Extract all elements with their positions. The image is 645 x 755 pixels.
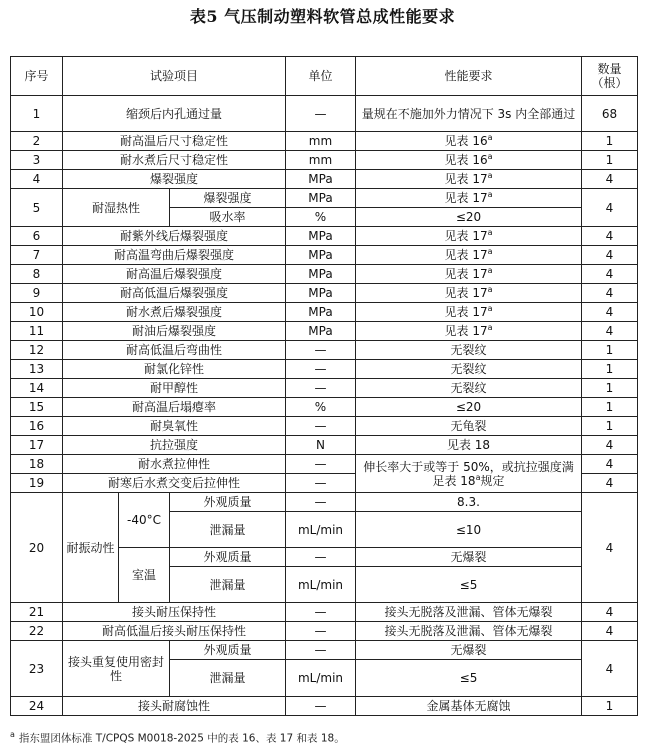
row-unit: MPa xyxy=(286,170,356,189)
row-subitem: 泄漏量 xyxy=(170,512,286,548)
row-requirement: 接头无脱落及泄漏、管体无爆裂 xyxy=(356,603,582,622)
row-quantity: 4 xyxy=(582,603,638,622)
table-row xyxy=(11,417,638,436)
row-requirement: 见表 17$^a$ xyxy=(356,170,582,189)
row-quantity: 4 xyxy=(582,474,638,493)
row-unit: — xyxy=(286,474,356,493)
row-unit: — xyxy=(286,96,356,132)
row-seq: 7 xyxy=(11,246,63,265)
row-requirement: 见表 17$^a$ xyxy=(356,265,582,284)
row-seq: 22 xyxy=(11,622,63,641)
row-item: 抗拉强度 xyxy=(63,436,286,455)
row-unit: — xyxy=(286,379,356,398)
row-item: 耐水煮后爆裂强度 xyxy=(63,303,286,322)
table-title: 表5 气压制动塑料软管总成性能要求 xyxy=(189,7,456,26)
row-requirement: 见表 16$^a$ xyxy=(356,132,582,151)
row-unit: — xyxy=(286,641,356,660)
row-requirement: ≤20 xyxy=(356,398,582,417)
table-row xyxy=(11,697,638,716)
row-item: 耐高低温后弯曲性 xyxy=(63,341,286,360)
table-footnote xyxy=(10,730,637,746)
row-unit: — xyxy=(286,622,356,641)
row-requirement: 量规在不施加外力情况下 3s 内全部通过 xyxy=(356,96,582,132)
row-unit: — xyxy=(286,603,356,622)
row-seq: 21 xyxy=(11,603,63,622)
row-requirement: 见表 18 xyxy=(356,436,582,455)
row-item-group: 耐振动性 xyxy=(63,493,119,603)
row-item-group: 耐湿热性 xyxy=(63,189,170,227)
row-requirement: 见表 16$^a$ xyxy=(356,151,582,170)
row-seq: 24 xyxy=(11,697,63,716)
row-unit: MPa xyxy=(286,246,356,265)
row-requirement: ≤20 xyxy=(356,208,582,227)
row-unit: MPa xyxy=(286,227,356,246)
row-subitem: 外观质量 xyxy=(170,641,286,660)
row-requirement: ≤5 xyxy=(356,567,582,603)
table-row xyxy=(11,455,638,474)
row-quantity: 1 xyxy=(582,341,638,360)
row-unit: — xyxy=(286,341,356,360)
row-quantity: 1 xyxy=(582,417,638,436)
row-quantity: 4 xyxy=(582,493,638,603)
row-requirement: 8.3. xyxy=(356,493,582,512)
row-requirement: 无裂纹 xyxy=(356,379,582,398)
row-seq: 1 xyxy=(11,96,63,132)
row-requirement: 见表 17$^a$ xyxy=(356,303,582,322)
row-requirement: 金属基体无腐蚀 xyxy=(356,697,582,716)
row-quantity: 4 xyxy=(582,189,638,227)
row-item: 耐寒后水煮交变后拉伸性 xyxy=(63,474,286,493)
row-unit: — xyxy=(286,493,356,512)
row-seq: 17 xyxy=(11,436,63,455)
row-requirement: 见表 17$^a$ xyxy=(356,246,582,265)
row-quantity: 4 xyxy=(582,455,638,474)
table-row xyxy=(11,379,638,398)
row-seq: 12 xyxy=(11,341,63,360)
header-quantity: 数量（根） xyxy=(582,57,638,96)
row-unit: mL/min xyxy=(286,567,356,603)
table-row xyxy=(11,303,638,322)
table-row xyxy=(11,360,638,379)
table-row xyxy=(11,151,638,170)
row-unit: MPa xyxy=(286,303,356,322)
row-quantity: 4 xyxy=(582,246,638,265)
row-item: 耐高低温后接头耐压保持性 xyxy=(63,622,286,641)
row-subitem: 泄漏量 xyxy=(170,567,286,603)
row-seq: 18 xyxy=(11,455,63,474)
row-quantity: 1 xyxy=(582,697,638,716)
row-requirement: 见表 17$^a$ xyxy=(356,322,582,341)
row-subitem: 爆裂强度 xyxy=(170,189,286,208)
row-item: 耐高温弯曲后爆裂强度 xyxy=(63,246,286,265)
row-quantity: 4 xyxy=(582,265,638,284)
performance-table xyxy=(10,56,638,716)
row-requirement: 见表 17$^a$ xyxy=(356,189,582,208)
row-seq: 19 xyxy=(11,474,63,493)
header-requirement: 性能要求 xyxy=(356,57,582,96)
row-quantity: 4 xyxy=(582,227,638,246)
row-seq: 23 xyxy=(11,641,63,697)
table-row xyxy=(11,622,638,641)
row-unit: — xyxy=(286,455,356,474)
row-seq: 13 xyxy=(11,360,63,379)
row-item: 耐水煮后尺寸稳定性 xyxy=(63,151,286,170)
row-quantity: 4 xyxy=(582,436,638,455)
row-item: 接头耐腐蚀性 xyxy=(63,697,286,716)
row-item: 耐臭氧性 xyxy=(63,417,286,436)
row-unit: — xyxy=(286,417,356,436)
row-subitem: 外观质量 xyxy=(170,548,286,567)
table-row xyxy=(11,322,638,341)
table-row xyxy=(11,227,638,246)
row-requirement: 无爆裂 xyxy=(356,641,582,660)
row-quantity: 4 xyxy=(582,322,638,341)
row-quantity: 4 xyxy=(582,303,638,322)
table-row xyxy=(11,603,638,622)
row-item: 耐油后爆裂强度 xyxy=(63,322,286,341)
row-seq: 15 xyxy=(11,398,63,417)
row-quantity: 1 xyxy=(582,360,638,379)
row-unit: MPa xyxy=(286,265,356,284)
row-quantity: 1 xyxy=(582,379,638,398)
row-seq: 16 xyxy=(11,417,63,436)
row-item: 缩颈后内孔通过量 xyxy=(63,96,286,132)
row-quantity: 1 xyxy=(582,132,638,151)
table-row xyxy=(11,265,638,284)
row-item: 耐水煮拉伸性 xyxy=(63,455,286,474)
row-requirement: 见表 17$^a$ xyxy=(356,284,582,303)
row-item: 耐氯化锌性 xyxy=(63,360,286,379)
row-item: 耐高温后尺寸稳定性 xyxy=(63,132,286,151)
row-quantity: 4 xyxy=(582,170,638,189)
row-seq: 8 xyxy=(11,265,63,284)
table-row xyxy=(11,284,638,303)
row-seq: 2 xyxy=(11,132,63,151)
table-row xyxy=(11,189,638,208)
row-requirement: ≤10 xyxy=(356,512,582,548)
row-requirement: ≤5 xyxy=(356,660,582,697)
row-requirement: 接头无脱落及泄漏、管体无爆裂 xyxy=(356,622,582,641)
row-unit: MPa xyxy=(286,322,356,341)
table-row xyxy=(11,641,638,660)
row-unit: — xyxy=(286,697,356,716)
row-requirement: 见表 17$^a$ xyxy=(356,227,582,246)
row-unit: % xyxy=(286,208,356,227)
footnote-text: 指东盟团体标准 T/CPQS M0018-2025 中的表 16、表 17 和表 18。 xyxy=(18,732,345,745)
row-unit: N xyxy=(286,436,356,455)
row-quantity: 1 xyxy=(582,398,638,417)
row-unit: mm xyxy=(286,132,356,151)
row-seq: 3 xyxy=(11,151,63,170)
table-row xyxy=(11,436,638,455)
table-row xyxy=(11,493,638,512)
row-subitem: 吸水率 xyxy=(170,208,286,227)
row-unit: MPa xyxy=(286,189,356,208)
footnote-mark: a xyxy=(10,730,15,739)
table-row xyxy=(11,246,638,265)
row-seq: 4 xyxy=(11,170,63,189)
header-item: 试验项目 xyxy=(63,57,286,96)
row-item-group: 接头重复使用密封性 xyxy=(63,641,170,697)
row-seq: 11 xyxy=(11,322,63,341)
table-row xyxy=(11,96,638,132)
header-row xyxy=(11,57,638,96)
row-seq: 5 xyxy=(11,189,63,227)
row-quantity: 4 xyxy=(582,622,638,641)
row-item: 接头耐压保持性 xyxy=(63,603,286,622)
row-subitem: 泄漏量 xyxy=(170,660,286,697)
table-row xyxy=(11,341,638,360)
row-seq: 9 xyxy=(11,284,63,303)
row-unit: mL/min xyxy=(286,512,356,548)
row-condition: 室温 xyxy=(119,548,170,603)
row-quantity: 1 xyxy=(582,151,638,170)
row-quantity: 4 xyxy=(582,641,638,697)
row-unit: mm xyxy=(286,151,356,170)
row-subitem: 外观质量 xyxy=(170,493,286,512)
row-unit: MPa xyxy=(286,284,356,303)
row-requirement: 无龟裂 xyxy=(356,417,582,436)
table-row xyxy=(11,170,638,189)
row-quantity: 68 xyxy=(582,96,638,132)
row-unit: % xyxy=(286,398,356,417)
row-unit: mL/min xyxy=(286,660,356,697)
row-requirement: 无裂纹 xyxy=(356,360,582,379)
row-seq: 10 xyxy=(11,303,63,322)
row-requirement: 无裂纹 xyxy=(356,341,582,360)
row-item: 耐高温后爆裂强度 xyxy=(63,265,286,284)
row-unit: — xyxy=(286,360,356,379)
row-condition: -40°C xyxy=(119,493,170,548)
row-unit: — xyxy=(286,548,356,567)
row-item: 耐高温后塌瘪率 xyxy=(63,398,286,417)
row-item: 耐高低温后爆裂强度 xyxy=(63,284,286,303)
header-seq: 序号 xyxy=(11,57,63,96)
table-row xyxy=(11,398,638,417)
table-row xyxy=(11,132,638,151)
row-seq: 14 xyxy=(11,379,63,398)
row-item: 耐甲醇性 xyxy=(63,379,286,398)
header-unit: 单位 xyxy=(286,57,356,96)
row-item: 爆裂强度 xyxy=(63,170,286,189)
row-seq: 20 xyxy=(11,493,63,603)
row-item: 耐紫外线后爆裂强度 xyxy=(63,227,286,246)
row-quantity: 4 xyxy=(582,284,638,303)
row-seq: 6 xyxy=(11,227,63,246)
row-requirement: 伸长率大于或等于 50%，或抗拉强度满足表 18$^a$规定 xyxy=(356,455,582,493)
row-requirement: 无爆裂 xyxy=(356,548,582,567)
